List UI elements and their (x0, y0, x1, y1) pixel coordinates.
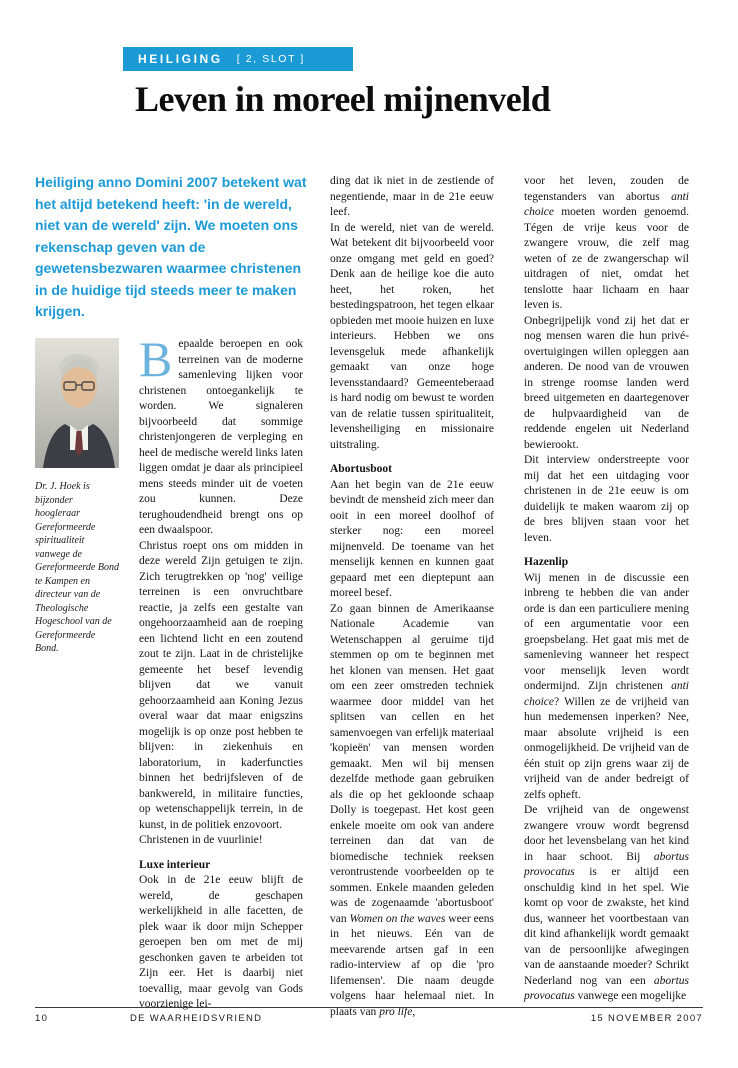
publication-name: DE WAARHEIDSVRIEND (130, 1013, 263, 1024)
paragraph: In de wereld, niet van de wereld. Wat betekent dit bijvoorbeeld voor onze omgang met geld en goed? Denk aan de heilige koe die auto heet, het roken, het bestedingspatroon, het tegen elkaar opbieden met mooie huizen en luxe interieurs. Hebben we ons levensgeluk mede afhankelijk gemaakt van onze hoge levensstandaard? Gemeenteberaad is hard nodig om bewust te worden van de relatie tussen spiritualiteit, levensheiliging en missionaire uitstraling. (330, 221, 494, 451)
body-column-1 (139, 331, 303, 1013)
portrait-photo (35, 338, 119, 468)
page-number: 10 (35, 1013, 49, 1024)
paragraph: Dit interview onderstreepte voor mij dat het een uitdaging voor christenen in de 21e eeuw is om duidelijk te maken waarom zij op de bres blijven staan voor het leven. (524, 454, 689, 544)
paragraph: ding dat ik niet in de zestiende of negentiende, maar in de 21e eeuw leef. (330, 175, 494, 218)
paragraph: Onbegrijpelijk vond zij het dat er nog mensen waren die hun privé-overtuigingen willen opleggen aan anderen. De nood van de vrouwen in strenge roomse landen werd breed uitgemeten en daartegenover de hulpvaardigheid van de reddende engelen uit Nederland bewierookt. (524, 314, 689, 451)
paragraph: Wij menen in de discussie een inbreng te hebben die van ander orde is dan een particuliere mening of een argumentatie voor een groepsbelang. Het gaat mis met de samenleving wanneer het respect voor menselijk leven wordt ondermijnd. Zijn christenen anti choice? Willen ze de vrijheid van hun medemensen inperken? Nee, maar absolute vrijheid is een onmogelijkheid. De vrijheid van de één stuit op zijn grens waar zij de vrijheid van de ander bedreigt of zelfs opheft. (524, 571, 689, 801)
author-photo-block (35, 338, 119, 656)
paragraph: De vrijheid van de ongewenst zwangere vrouw wordt begrensd door het levensbelang van het kind in haar schoot. Bij abortus provocatus is er altijd een onschuldig kind in het spel. Wie komt op voor de zwakste, het kind dus, wanneer het voortbestaan van dit kind afhankelijk wordt gemaakt van de persoonlijke afwegingen van de aanstaande moeder? Schrikt Nederland nog van een abortus provocatus vanwege een mogelijke (524, 804, 689, 1002)
paragraph: Aan het begin van de 21e eeuw bevindt de mensheid zich meer dan ooit in een moreel doolhof of sterker nog: een moreel mijnenveld. De toename van het menselijk kennen en kunnen gaat gepaard met een dieptepunt aan moreel besef. (330, 478, 494, 599)
paragraph: voor het leven, zouden de tegenstanders van abortus anti choice moeten worden genoemd. Tégen de vrije keus voor de zwangere vrouw, die zelf mag weten of ze de zwangerschap wil uitdragen of niet, omdat het tenslotte haar lichaam en haar leven is. (524, 175, 689, 311)
paragraph: Ook in de 21e eeuw blijft de wereld, de geschapen werkelijkheid in alle facetten, de plek waar ik door mijn Schepper geroepen ben om met de mij geschonken gaven te arbeiden tot Zijn eer. Het is daarbij niet toevallig, maar gevolg van Gods voorzienige lei- (139, 874, 303, 1010)
footer-rule (35, 1007, 703, 1008)
body-column-3 (524, 174, 689, 1005)
kicker-section-label: HEILIGING (138, 52, 223, 66)
issue-date: 15 NOVEMBER 2007 (590, 1013, 703, 1024)
section-heading: Abortusboot (330, 463, 392, 475)
section-heading: Luxe interieur (139, 858, 211, 871)
paragraph: Zo gaan binnen de Amerikaanse Nationale Academie van Wetenschappen al geruime tijd stemmen op om te beginnen met het klonen van mensen. Het gaat om een zeer omstreden techniek waarmee door middel van het splitsen van cellen en het samenvoegen van erfelijk materiaal 'kopieën' van mensen worden gemaakt. Men wil bij mensen dezelfde methode gaan gebruiken als die op het gekloonde schaap Dolly is toegepast. Het kost geen enkele moeite om ook van andere terreinen dan dat van de biomedische techniek reeksen verontrustende voorbeelden op te sommen. Enkele maanden geleden was de zogenaamde 'abortusboot' van Women on the waves weer eens in het nieuws. Eén van de meevarende artsen gaf in een radio-interview af op die 'pro lifemensen'. Die naam deugde volgens haar helemaal niet. In plaats van pro life, (330, 602, 495, 1018)
paragraph: Christus roept ons om midden in deze wereld Zijn getuigen te zijn. Zich terugtrekken op 'nog' veilige terreinen is een onvruchtbare reactie, ja zelfs een gestalte van ongehoorzaamheid aan de roeping een lichtend licht en een zoutend zout te zijn. Laat in de christelijke gemeente het besef levendig blijven dat we vanuit gehoorzaamheid aan Koning Jezus overal waar dat maar enigszins mogelijk is op onze post hebben te blijven: in ziekenhuis en laboratorium, in kaderfuncties binnen het bedrijfsleven of de bankwereld, in militaire functies, op wetenschappelijk terrein, in de kunst, in de politiek enzovoort. (139, 539, 303, 831)
article-title: Leven in moreel mijnenveld (135, 79, 551, 119)
section-kicker-bar (123, 47, 353, 71)
article-intro: Heiliging anno Domini 2007 betekent wat het altijd betekend heeft: 'in de wereld, niet van de wereld' zijn. We moeten ons rekenschap geven van de gewetensbezwaren waarmee christenen in de huidige tijd steeds meer te maken krijgen. (35, 174, 307, 319)
body-column-2 (330, 174, 494, 1020)
paragraph: Christenen in de vuurlinie! (139, 834, 263, 846)
paragraph (139, 331, 303, 539)
paragraph-text: epaalde beroepen en ook terreinen van de moderne samenleving lijken voor christenen ontoegankelijk te worden. We signaleren bijvoorbeeld dat sommige christenjongeren de verpleging en heel de medische wereld links laten liggen omdat je daar als principieel mens steeds minder uit de voeten zou kunnen. Deze terughoudendheid brengt ons op een dwaalspoor. (139, 338, 303, 536)
photo-caption: Dr. J. Hoek is bijzonder hoogleraar Gereformeerde spiritualiteit vanwege de Gereformeerde Bond te Kampen en directeur van de Theologische Hogeschool van de Gereformeerde Bond. (35, 481, 119, 654)
drop-cap: B (139, 331, 173, 387)
footer (35, 1013, 703, 1027)
kicker-part-label: [ 2, SLOT ] (236, 53, 305, 65)
section-heading: Hazenlip (524, 556, 569, 568)
